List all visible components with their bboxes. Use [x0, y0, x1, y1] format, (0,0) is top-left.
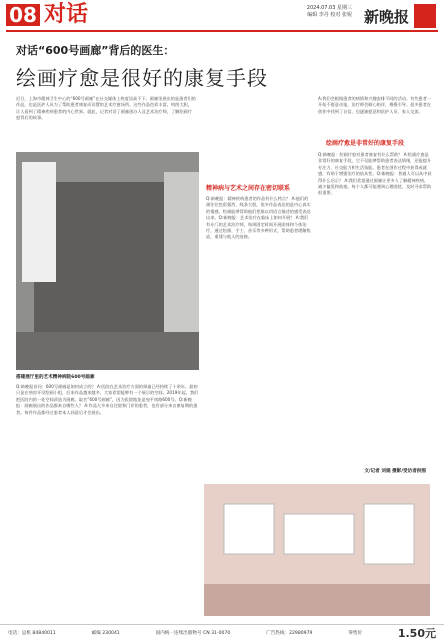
issue-meta: [307, 5, 352, 19]
photo-caption: 搭建展厅里的艺术精神病院600号画廊: [16, 375, 95, 380]
article-title: 绘画疗愈是很好的康复手段: [16, 66, 268, 90]
page-footer: [0, 624, 444, 640]
footer-price-label: 零售价: [348, 630, 363, 636]
left-column-text: Q:新晚报首问：600号画廊是如何成立的？ A:医院在艺术治疗方面的探索已经持续了十余年。最初只是在病房开设绘画小组，后来作品越来越多，大家希望能够有一个展示的空间。2019年起，我们把医院内的一处空间改造为画廊，取名“600号画廊”，因为医院地址是宛平南路600号。Q:新晚报：画廊展出的作品都来自哪些人？ A:作品大多来自住院和门诊的患者，也有部分来自康复期的患者。每件作品都经过患者本人同意后才会展出。: [16, 384, 199, 415]
page-number: 08: [6, 4, 40, 26]
logo-text: 新晚报: [364, 8, 410, 26]
exhibit-photo: [204, 484, 430, 616]
mid-column-text: Q:新晚报：精神疾病患者的作品有什么特点？ A:他们的画往往色彩强烈、线条大胆，很多作品表达的是内心真实的情感。绘画能够帮助他们把难以用语言描述的感受表达出来。Q:新晚报：艺术治疗在临床上如何开展？ A:我们有专门的艺术治疗师，每周固定时间开展团体和个体治疗，通过绘画、手工、音乐等多种形式，帮助患者缓解焦虑，重建与他人的连接。: [206, 196, 311, 240]
right-column-heading: 绘画疗愈是非常好的康复手段: [326, 140, 405, 147]
article-intro: 近日，上海市精神卫生中心的“600号画廊”在社交媒体上热度居高不下。画廊里展出的是患者们的作品，也是医护人员为了帮助患者康复而设置的艺术疗愈场所。这些作品色彩丰富，构图大胆，让人看到了精神疾病患者的内心世界。就此，记者对话了画廊创办人及艺术治疗师，了解绘画疗愈背后的故事。: [16, 96, 196, 121]
section-title: 对话: [44, 2, 89, 27]
header-rule: [6, 30, 438, 32]
byline: 文/记者 刘娟 摄影/受访者供图: [364, 469, 426, 474]
right-column-text-2: Q:新晚报：绘画疗愈对患者康复有什么帮助？ A:绘画疗愈是非常好的康复手段，它不仅能够帮助患者表达情绪，还能提升专注力、社交能力和生活技能。患者在创作过程中获得成就感，有助于增强治疗的依从性。Q:新晚报：普通人可以从中获得什么启示？ A:我们希望通过画廊让更多人了解精神疾病，减少偏见和歧视。每个人都可能遇到心理困扰，及时寻求帮助很重要。: [318, 152, 432, 196]
footer-post: 邮编 230041: [91, 630, 120, 636]
footer-tel: 电话：总机 84840011: [8, 630, 56, 636]
mid-column-heading: 精神病与艺术之间存在密切联系: [206, 185, 291, 192]
issue-editors: 编辑 李丹 校对 张妮: [307, 12, 352, 18]
gallery-photo: [16, 152, 199, 370]
footer-cn: 国内统一连续出版物号 CN 31-0070: [155, 630, 231, 636]
issue-date: 2024.07.03 星期三: [306, 5, 352, 11]
right-column-text-1: A:我们会根据患者的病情和兴趣安排不同的活动。有些患者一开始不愿意动笔，治疗师会耐心陪伴，慢慢引导。很多患者在创作中找到了自信，也逐渐愿意和医护人员、家人交流。: [318, 96, 432, 114]
footer-ad: 广告热线：22980979: [266, 630, 313, 636]
footer-price: 1.50元: [397, 626, 436, 640]
article-pretitle: 对话“600号画廊”背后的医生：: [16, 44, 175, 57]
newspaper-logo: [362, 2, 438, 30]
